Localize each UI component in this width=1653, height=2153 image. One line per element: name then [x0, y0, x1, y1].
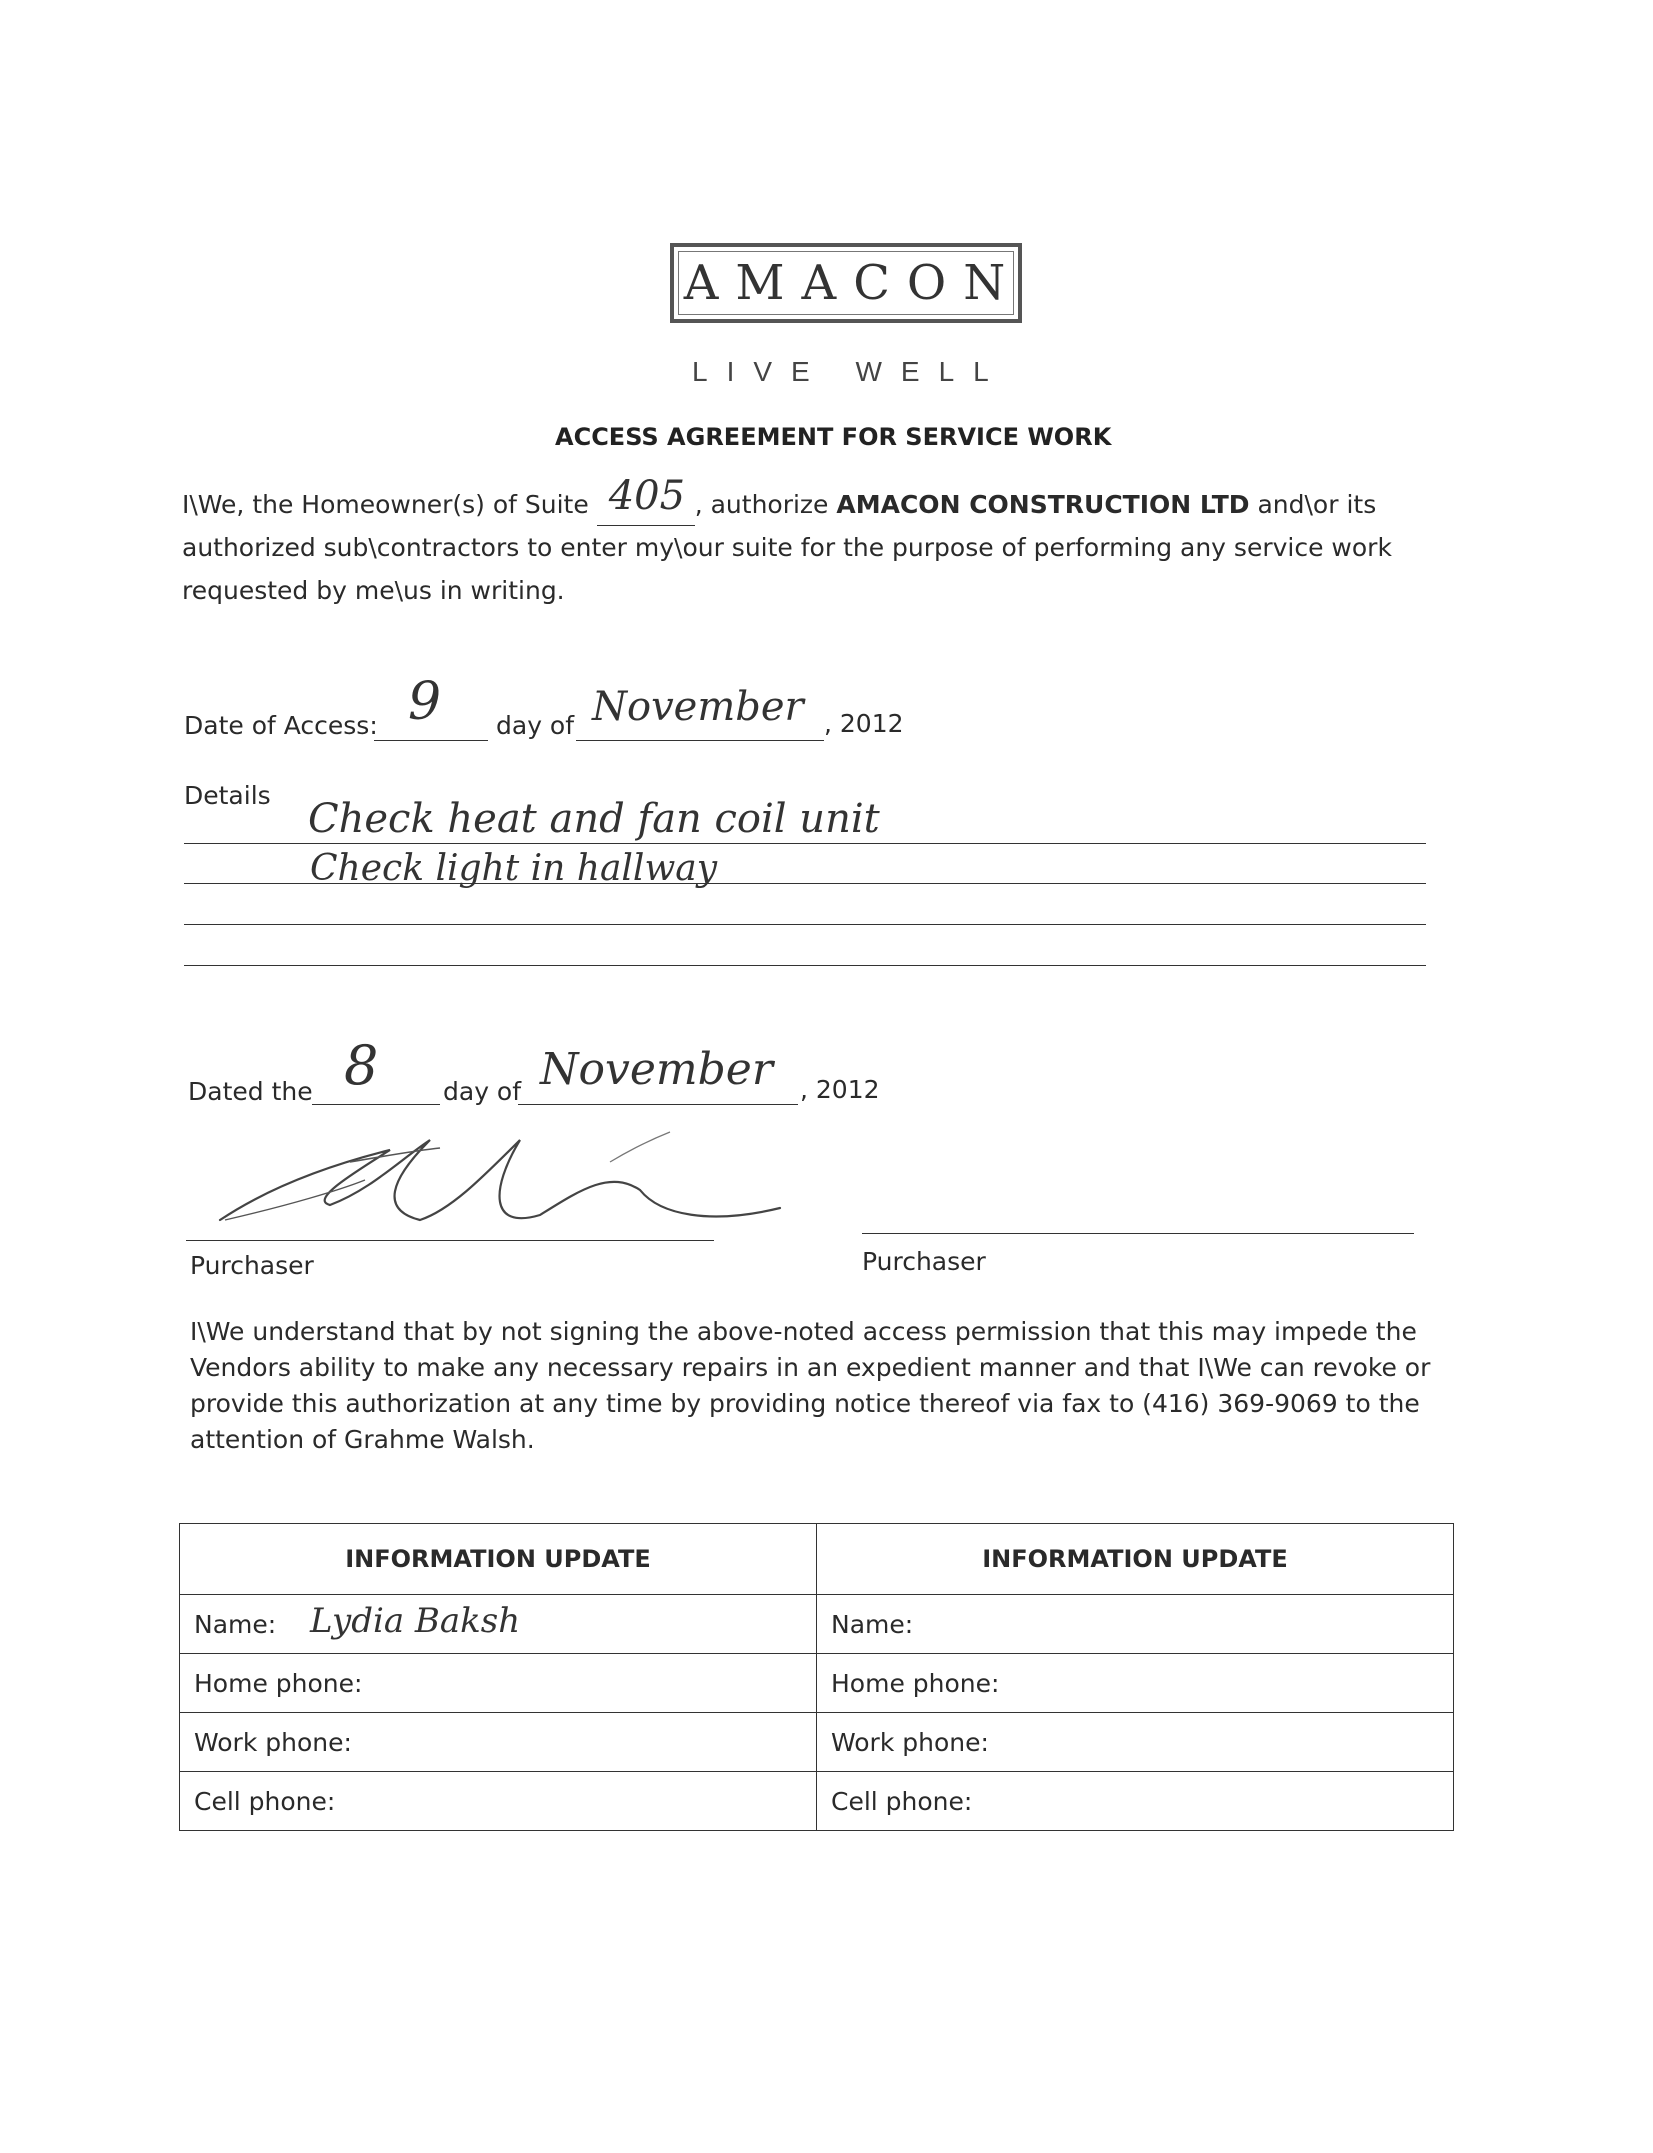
purchaser-line-1[interactable]	[186, 1240, 714, 1241]
cell-phone-cell-right[interactable]	[817, 1772, 1454, 1831]
name-cell-right[interactable]	[817, 1595, 1454, 1654]
cell-phone-label-right: Cell phone:	[831, 1786, 973, 1816]
notice-line-2: Vendors ability to make any necessary repairs in an expedient manner and that I\We can revoke or	[190, 1353, 1431, 1382]
suite-field[interactable]	[597, 473, 695, 526]
table-header-row	[180, 1524, 1454, 1595]
notice-line-4: attention of Grahme Walsh.	[190, 1425, 535, 1454]
purchaser-label-1: Purchaser	[190, 1251, 314, 1280]
logo-tagline: LIVE WELL	[692, 356, 1008, 387]
name-label-left: Name:	[194, 1609, 277, 1639]
access-day-line	[374, 740, 488, 741]
dated-day-line	[312, 1104, 440, 1105]
dated-day-value[interactable]: 8	[344, 1034, 379, 1097]
intro-line-2: authorized sub\contractors to enter my\our suite for the purpose of performing any service work	[182, 533, 1392, 562]
cell-phone-label-left: Cell phone:	[194, 1786, 336, 1816]
work-phone-label-left: Work phone:	[194, 1727, 352, 1757]
company-name: AMACON CONSTRUCTION LTD	[836, 490, 1250, 519]
cell-phone-cell-left[interactable]	[180, 1772, 817, 1831]
suite-value: 405	[608, 473, 686, 519]
intro-line-3: requested by me\us in writing.	[182, 576, 565, 605]
work-phone-cell-left[interactable]	[180, 1713, 817, 1772]
info-header-left: INFORMATION UPDATE	[180, 1524, 817, 1595]
intro-part-2: , authorize	[694, 490, 829, 519]
purchaser-line-2[interactable]	[862, 1233, 1414, 1234]
purchaser-label-2: Purchaser	[862, 1247, 986, 1276]
table-row	[180, 1595, 1454, 1654]
notice-line-3: provide this authorization at any time by providing notice thereof via fax to (416) 369-9069 to the	[190, 1389, 1420, 1418]
access-month-line	[576, 740, 824, 741]
access-year-label: , 2012	[824, 709, 904, 738]
company-logo	[670, 243, 1022, 323]
intro-part-3: and\or its	[1257, 490, 1377, 519]
work-phone-cell-right[interactable]	[817, 1713, 1454, 1772]
details-line-4	[184, 965, 1426, 966]
table-row	[180, 1713, 1454, 1772]
details-entry-2[interactable]: Check light in hallway	[310, 848, 718, 889]
info-header-right: INFORMATION UPDATE	[817, 1524, 1454, 1595]
home-phone-cell-right[interactable]	[817, 1654, 1454, 1713]
purchaser-signature	[190, 1120, 810, 1260]
dated-day-of-label: day of	[443, 1077, 522, 1106]
details-entry-1[interactable]: Check heat and fan coil unit	[308, 796, 880, 842]
document-title: ACCESS AGREEMENT FOR SERVICE WORK	[555, 423, 1112, 451]
table-row	[180, 1772, 1454, 1831]
details-line-1	[184, 843, 1426, 844]
dated-year-label: , 2012	[800, 1075, 880, 1104]
dated-label: Dated the	[188, 1077, 313, 1106]
notice-paragraph	[190, 1314, 1430, 1458]
intro-part-1: I\We, the Homeowner(s) of Suite	[182, 490, 589, 519]
home-phone-label-left: Home phone:	[194, 1668, 363, 1698]
home-phone-label-right: Home phone:	[831, 1668, 1000, 1698]
table-row	[180, 1654, 1454, 1713]
date-of-access-label: Date of Access:	[184, 711, 378, 740]
name-label-right: Name:	[831, 1609, 914, 1639]
dated-month-line	[518, 1104, 798, 1105]
access-month-value[interactable]: November	[592, 684, 804, 730]
access-day-of-label: day of	[496, 711, 575, 740]
dated-month-value[interactable]: November	[540, 1044, 773, 1095]
name-value-left: Lydia Baksh	[310, 1601, 521, 1641]
home-phone-cell-left[interactable]	[180, 1654, 817, 1713]
work-phone-label-right: Work phone:	[831, 1727, 989, 1757]
access-day-value[interactable]: 9	[408, 672, 442, 732]
notice-line-1: I\We understand that by not signing the above-noted access permission that this may impede the	[190, 1317, 1417, 1346]
logo-text: AMACON	[683, 255, 1023, 311]
information-update-table	[179, 1523, 1454, 1831]
details-line-3	[184, 924, 1426, 925]
name-cell-left[interactable]	[180, 1595, 817, 1654]
intro-line-1	[182, 473, 1377, 526]
details-label: Details	[184, 781, 271, 810]
